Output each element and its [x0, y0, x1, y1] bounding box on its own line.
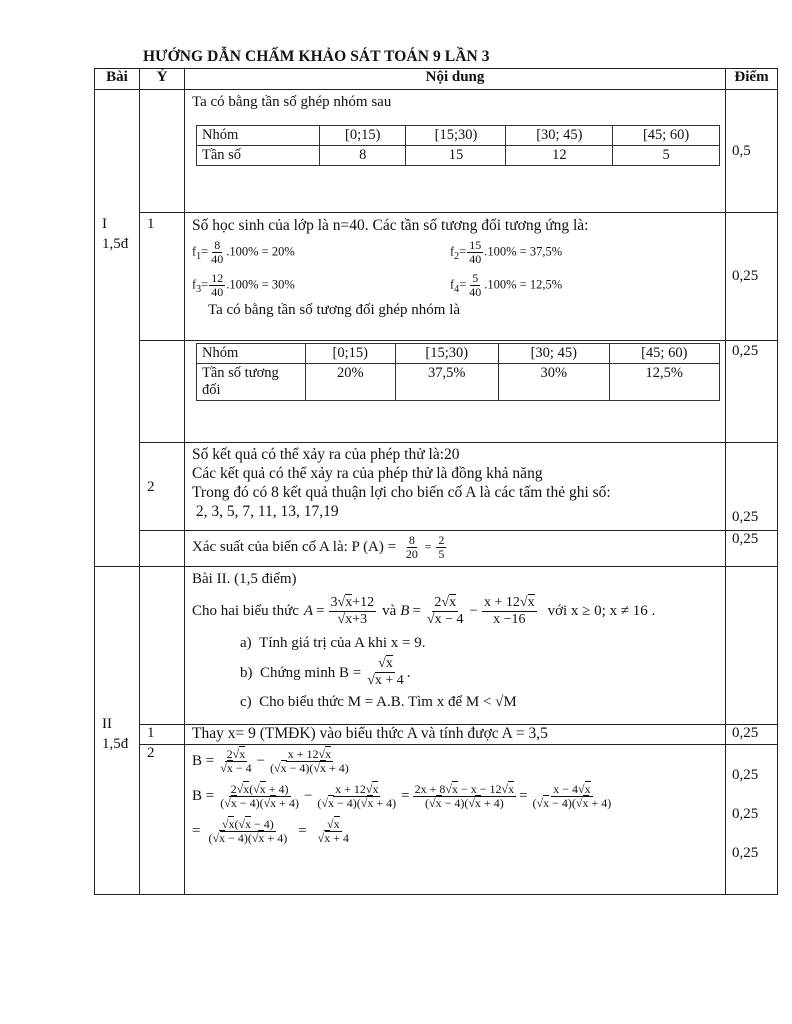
bai1-points: 1,5đ — [102, 236, 129, 252]
bai2-y1-label: 1 — [140, 725, 185, 745]
bai1-y2-line-4: 2, 3, 5, 7, 11, 13, 17,19 — [192, 503, 339, 520]
expr-a: $\frac{3√x+12}{√x+3}$ — [330, 595, 375, 627]
freq-value-3: 12 — [506, 146, 613, 166]
grading-table — [94, 68, 778, 895]
bai2-statement-cell — [185, 567, 726, 725]
freq-row-label: Tần số — [197, 146, 320, 166]
bai1-y2-label: 2 — [140, 443, 185, 531]
bai2-label-cell — [95, 567, 140, 895]
bai1-row-prob — [95, 531, 778, 567]
bai1-y-empty-3 — [140, 531, 185, 567]
f1-formula: $f_1=$ $\frac{8}{40}$ .100% = 20% — [192, 238, 295, 266]
bai1-table2-cell — [185, 341, 726, 443]
header-bai: Bài — [95, 69, 140, 90]
bai1-score-d: 0,25 — [726, 443, 778, 531]
bai1-y1-text2: Ta có bằng tần số tương đối ghép nhóm là — [208, 302, 461, 318]
bai1-y2-line-3: Trong đó có 8 kết quả thuận lợi cho biến cố A là các tấm thẻ ghi số: — [192, 484, 611, 501]
freq-value-2: 15 — [406, 146, 506, 166]
given-prefix: Cho hai biểu thức — [192, 603, 299, 619]
bai1-y2-line-1: Số kết quả có thể xảy ra của phép thử là:20 — [192, 446, 460, 463]
condition-text: với x ≥ 0; x ≠ 16 . — [547, 603, 656, 619]
bai2-score-2a: 0,25 — [732, 767, 759, 783]
bai1-row-table2 — [95, 341, 778, 443]
rel-header-3: [30; 45) — [499, 344, 609, 364]
bai1-score-e: 0,25 — [726, 531, 778, 567]
bai2-y2-label: 2 — [140, 745, 185, 895]
freq-header-group: Nhóm — [197, 126, 320, 146]
f2-formula: $f_2=$ $\frac{15}{40}$ .100% = 37,5% — [450, 238, 563, 266]
bai1-number: I — [102, 216, 107, 232]
bai1-y1-cell — [185, 213, 726, 341]
bai2-score-2b: 0,25 — [732, 806, 759, 822]
bai1-score-a: 0,5 — [726, 90, 778, 213]
freq-header-4: [45; 60) — [613, 126, 720, 146]
document-title: HƯỚNG DẪN CHẤM KHẢO SÁT TOÁN 9 LẦN 3 — [143, 48, 490, 65]
bai2-y1-text: Thay x= 9 (TMĐK) vào biểu thức A và tính được A = 3,5 — [185, 725, 726, 745]
rel-value-1: 20% — [306, 364, 396, 401]
frequency-table — [196, 125, 720, 166]
expr-b-term2: $\frac{x + 12√x}{x -16}$ — [483, 595, 535, 627]
header-noidung: Nội dung — [185, 69, 726, 90]
prob-frac-2: $\frac{2}{5}$ — [438, 533, 445, 561]
prob-eq: = — [424, 539, 432, 554]
bai2-heading: Bài II. (1,5 điểm) — [192, 571, 297, 587]
bai2-number: II — [102, 716, 112, 732]
bai2-expressions: Cho hai biểu thức A = $\frac{3√x+12}{√x+3}$ và B = $\frac{2√x}{√x - 4}$ − $\frac{x + 12√x}{x -16}$ với x ≥ 0; x ≠ 16 . — [192, 595, 656, 627]
prob-text: Xác suất của biến cố A là: P (A) = — [192, 538, 397, 555]
rel-header-4: [45; 60) — [609, 344, 720, 364]
expr-b-term1: $\frac{2√x}{√x - 4}$ — [426, 595, 464, 627]
bai1-y-empty — [140, 90, 185, 213]
bai2-y2-cell — [185, 745, 726, 895]
bai2-scores-2-cell — [726, 745, 778, 895]
part-b: b) Chứng minh B = $\frac{√x}{√x + 4}$ . — [240, 656, 411, 688]
bai1-score-c: 0,25 — [726, 341, 778, 443]
bai1-row-intro — [95, 90, 778, 213]
f3-formula: $f_3=$ $\frac{12}{40}$ .100% = 30% — [192, 271, 295, 299]
freq-header-1: [0;15) — [320, 126, 406, 146]
bai2-score-2c: 0,25 — [732, 845, 759, 861]
freq-header-2: [15;30) — [406, 126, 506, 146]
bai2-score-empty — [726, 567, 778, 725]
bai1-y-empty-2 — [140, 341, 185, 443]
proof-line-2: B = $\frac{2√x(√x + 4)}{(√x - 4)(√x + 4)}$ − $\frac{x + 12√x}{(√x - 4)(√x + 4)}$ = $\frac{2x + 8√x - x - 12√x}{(√x - 4)(√x + 4)}$ = $\frac{x - 4√x}{(√x - 4)(√x + 4)}$ — [192, 782, 612, 810]
freq-header-3: [30; 45) — [506, 126, 613, 146]
header-y: Ý — [140, 69, 185, 90]
f4-formula: $f_4=$ $\frac{5}{40}$ .100% = 12,5% — [450, 271, 563, 299]
and-word: và — [382, 603, 397, 619]
parts-list — [192, 630, 719, 715]
rel-row-label: Tần số tương đối — [197, 364, 306, 401]
bai1-y1-text: Số học sinh của lớp là n=40. Các tần số tương đối tương ứng là: — [192, 217, 589, 234]
bai1-row-y1 — [95, 213, 778, 341]
part-a: a) Tính giá trị của A khi x = 9. — [240, 635, 426, 651]
relative-frequency-table — [196, 343, 720, 401]
rel-header-group: Nhóm — [197, 344, 306, 364]
bai2-row-y2 — [95, 745, 778, 895]
rel-value-3: 30% — [499, 364, 609, 401]
bai1-label-cell — [95, 90, 140, 567]
bai1-row-y2 — [95, 443, 778, 531]
proof-line-1: B = $\frac{2√x}{√x - 4}$ − $\frac{x + 12√x}{(√x - 4)(√x + 4)}$ — [192, 747, 349, 775]
relative-freq-row-1 — [192, 239, 719, 266]
bai2-points: 1,5đ — [102, 736, 129, 752]
relative-freq-row-2 — [192, 272, 719, 299]
header-row — [95, 69, 778, 90]
bai1-intro-cell — [185, 90, 726, 213]
bai1-y1-label: 1 — [140, 213, 185, 341]
rel-header-2: [15;30) — [395, 344, 499, 364]
proof-line-3: = $\frac{√x(√x - 4)}{(√x - 4)(√x + 4)}$ = $\frac{√x}{√x + 4}$ — [192, 817, 350, 845]
bai1-prob-cell — [185, 531, 726, 567]
bai2-score-1: 0,25 — [726, 725, 778, 745]
bai2-y-empty — [140, 567, 185, 725]
freq-value-1: 8 — [320, 146, 406, 166]
rel-value-2: 37,5% — [395, 364, 499, 401]
bai1-intro-text: Ta có bằng tần số ghép nhóm sau — [192, 94, 392, 110]
part-c: c) Cho biểu thức M = A.B. Tìm x để M < √M — [240, 694, 517, 710]
bai1-y2-cell — [185, 443, 726, 531]
freq-value-4: 5 — [613, 146, 720, 166]
prob-frac-1: $\frac{8}{20}$ — [405, 533, 418, 561]
bai1-y2-line-2: Các kết quả có thể xảy ra của phép thử là đồng khả năng — [192, 465, 543, 482]
bai2-row-y1 — [95, 725, 778, 745]
rel-header-1: [0;15) — [306, 344, 396, 364]
bai2-row-statement — [95, 567, 778, 725]
rel-value-4: 12,5% — [609, 364, 720, 401]
bai1-score-b: 0,25 — [726, 213, 778, 341]
header-diem: Điểm — [726, 69, 778, 90]
